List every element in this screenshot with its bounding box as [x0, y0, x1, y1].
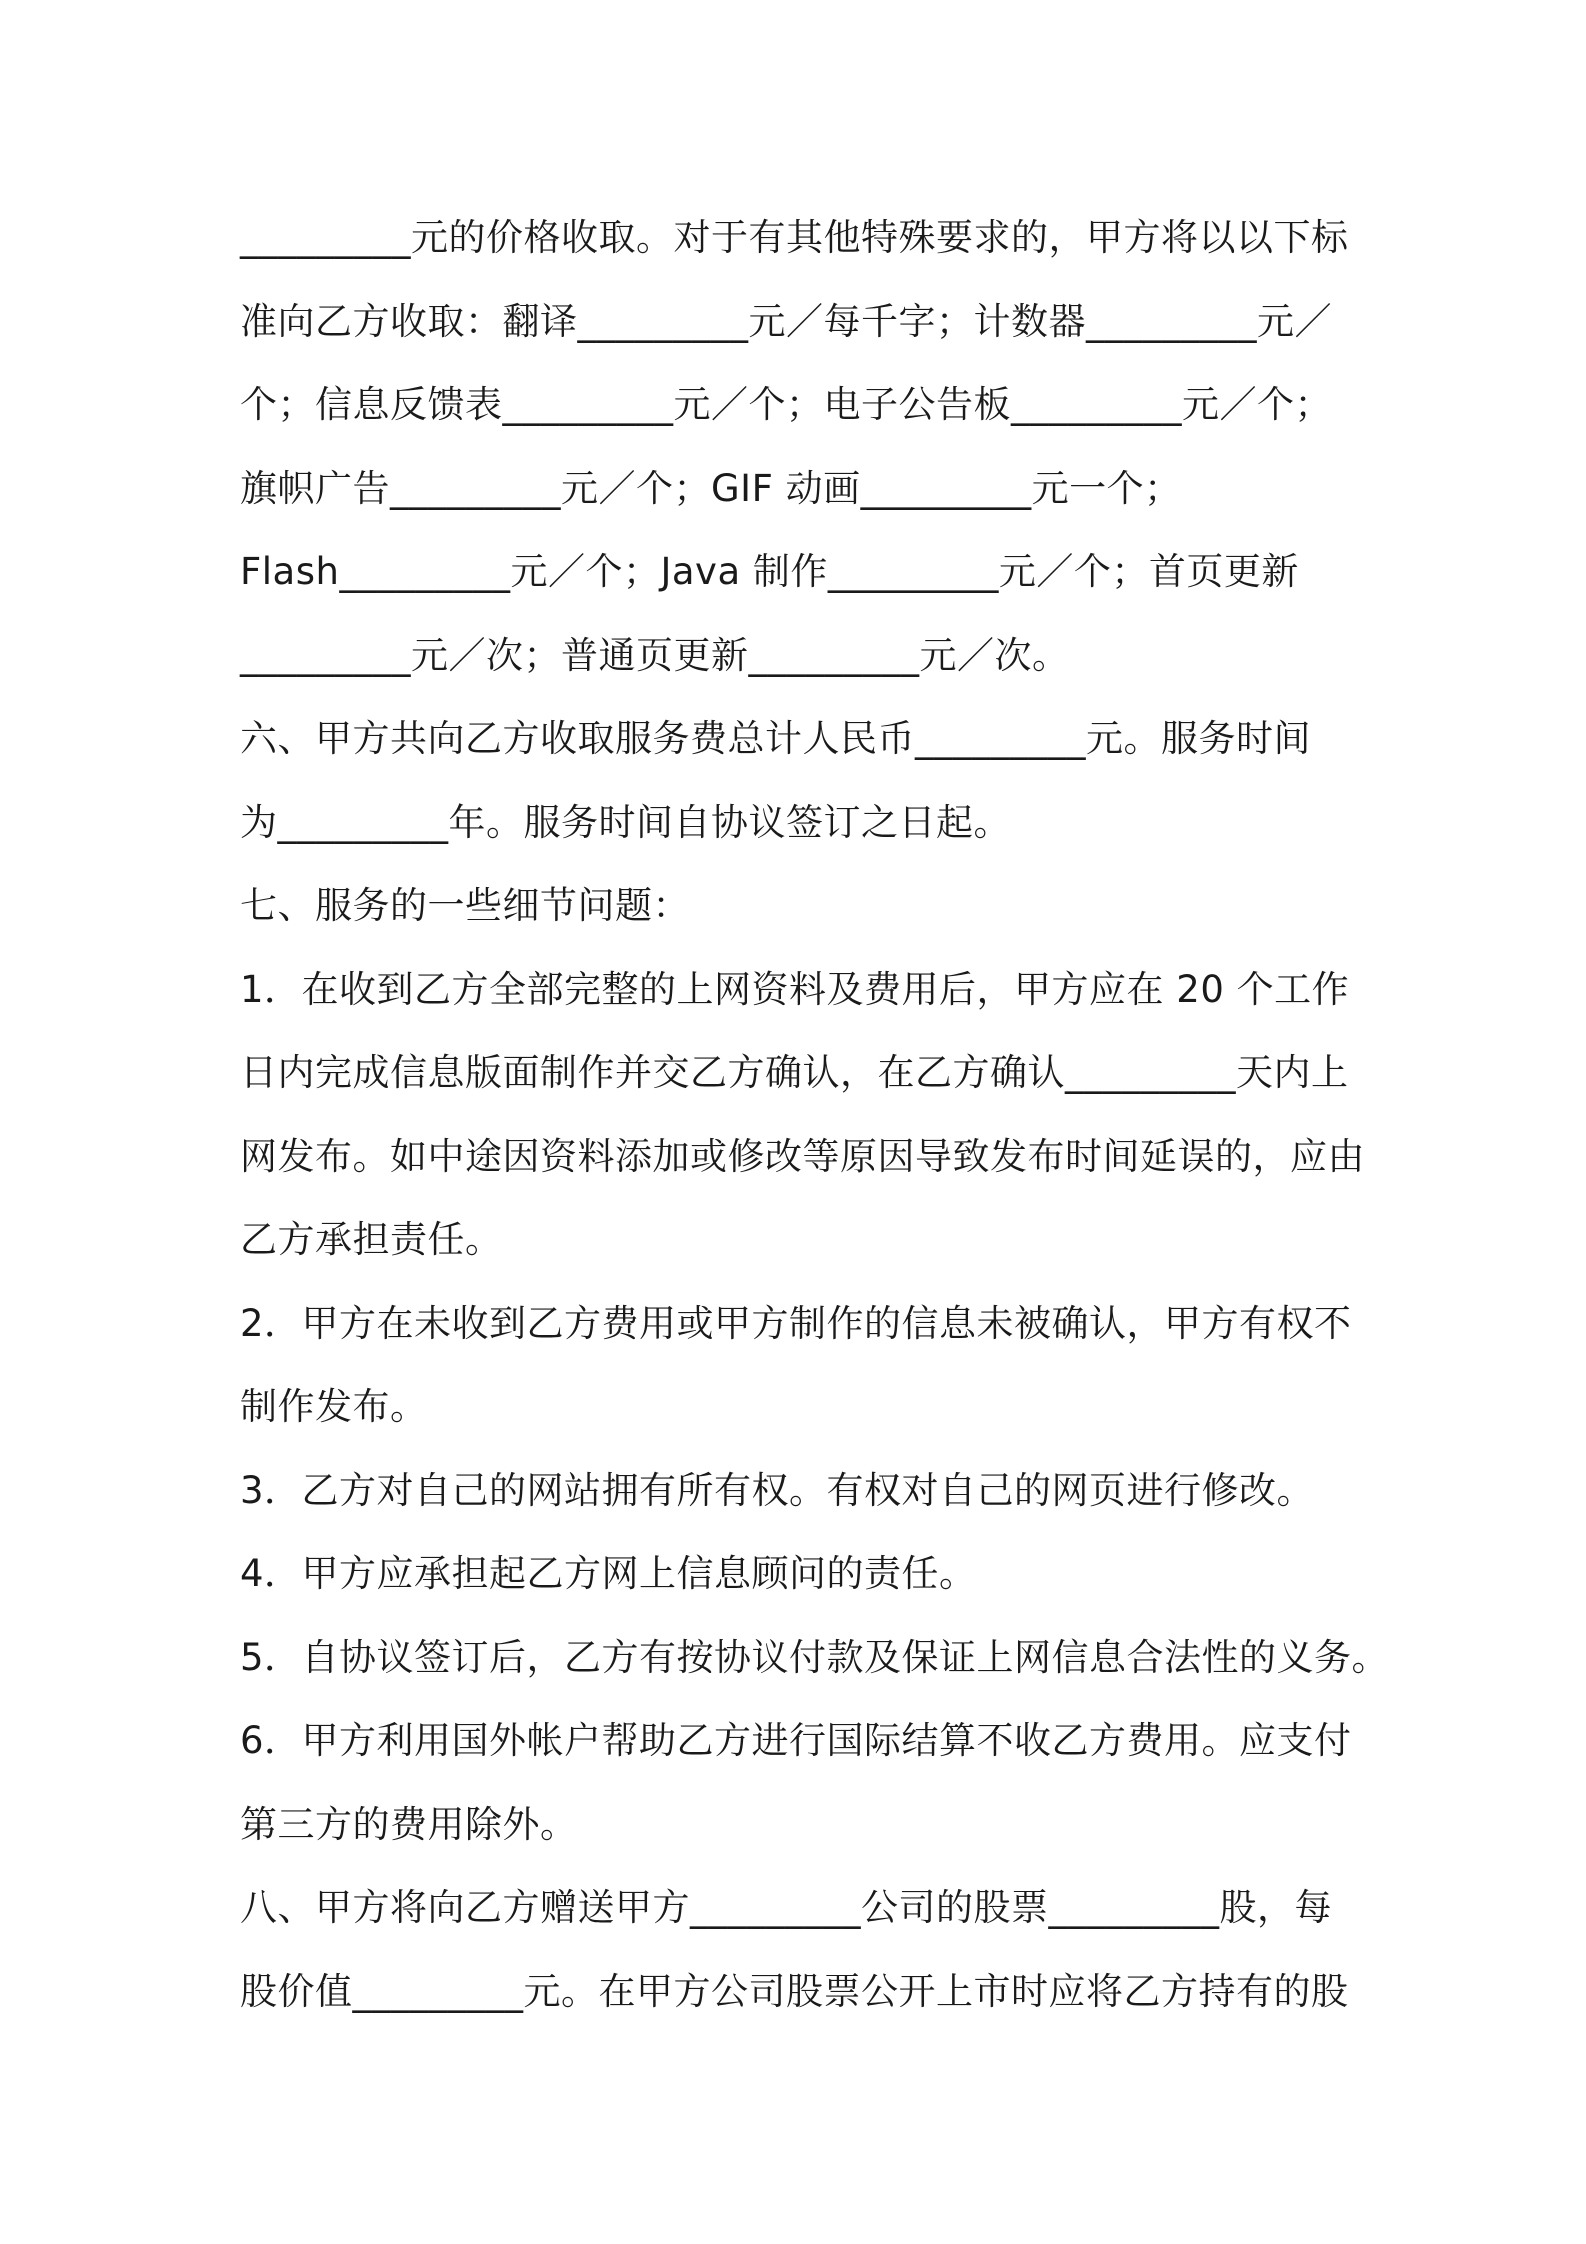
item-5-line: 5．自协议签订后，乙方有按协议付款及保证上网信息合法性的义务。: [240, 1635, 1390, 1679]
text-line: 准向乙方收取：翻译_________元／每千字；计数器_________元／: [240, 299, 1332, 343]
text-line: 为_________年。服务时间自协议签订之日起。: [240, 800, 1011, 844]
item-3-line: 3．乙方对自己的网站拥有所有权。有权对自己的网页进行修改。: [240, 1468, 1315, 1512]
item-6-line: 6．甲方利用国外帐户帮助乙方进行国际结算不收乙方费用。应支付: [240, 1719, 1352, 1762]
text-line: 股价值_________元。在甲方公司股票公开上市时应将乙方持有的股: [240, 1969, 1349, 2013]
text-line: 旗帜广告_________元／个；GIF 动画_________元一个；: [240, 466, 1182, 510]
text-line: Flash_________元／个；Java 制作_________元／个；首页更新: [240, 550, 1299, 593]
item-4-line: 4．甲方应承担起乙方网上信息顾问的责任。: [240, 1552, 977, 1595]
text-line: 制作发布。: [240, 1385, 428, 1428]
item-1-line: 1．在收到乙方全部完整的上网资料及费用后，甲方应在 20 个工作: [240, 967, 1350, 1011]
text-line: 第三方的费用除外。: [240, 1802, 578, 1846]
text-line: _________元的价格收取。对于有其他特殊要求的，甲方将以以下标: [240, 216, 1349, 259]
text-line: _________元／次；普通页更新_________元／次。: [240, 633, 1070, 677]
text-line: 乙方承担责任。: [240, 1218, 503, 1261]
section-7-heading: 七、服务的一些细节问题：: [240, 884, 690, 927]
text-line: 日内完成信息版面制作并交乙方确认，在乙方确认_________天内上: [240, 1051, 1349, 1094]
text-line: 个；信息反馈表_________元／个；电子公告板_________元／个；: [240, 383, 1332, 426]
section-6-line: 六、甲方共向乙方收取服务费总计人民币_________元。服务时间: [240, 717, 1311, 760]
text-line: 网发布。如中途因资料添加或修改等原因导致发布时间延误的，应由: [240, 1134, 1365, 1178]
section-8-line: 八、甲方将向乙方赠送甲方_________公司的股票_________股，每: [240, 1886, 1332, 1929]
document-body: [240, 196, 1390, 2033]
item-2-line: 2．甲方在未收到乙方费用或甲方制作的信息未被确认，甲方有权不: [240, 1301, 1352, 1345]
